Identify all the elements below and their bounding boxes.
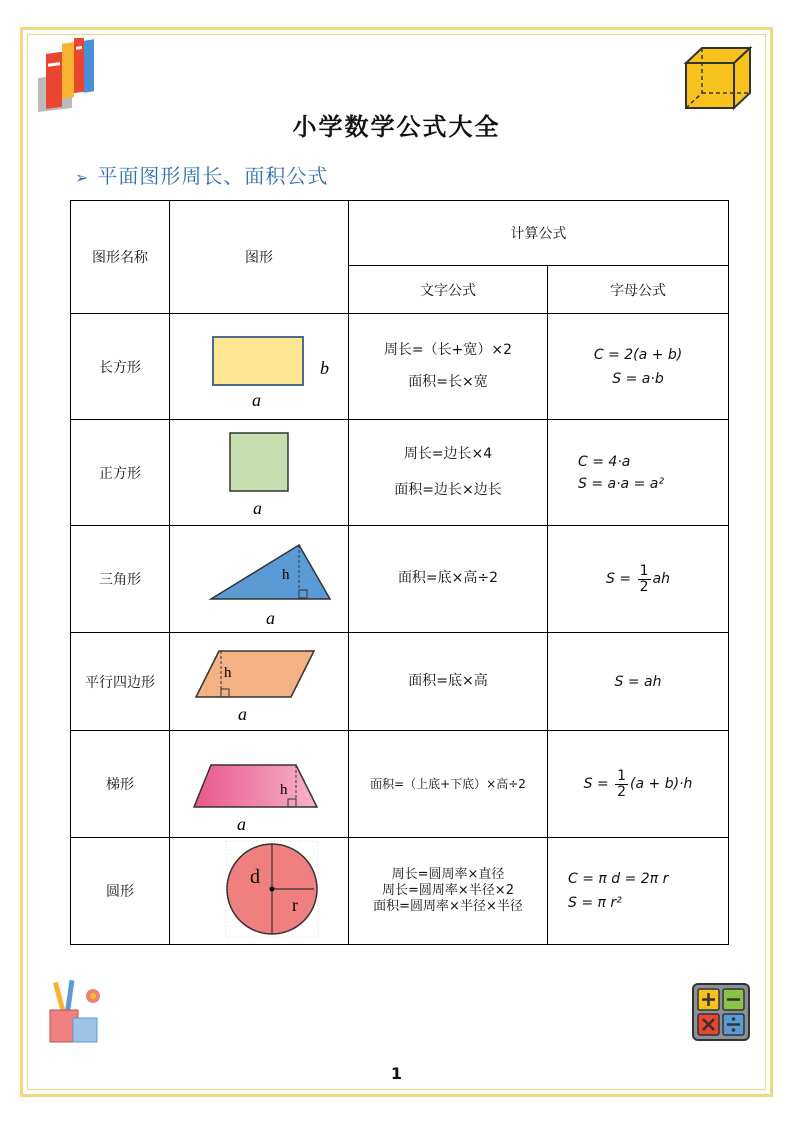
cube-icon	[684, 45, 754, 115]
side-label-a: a	[266, 608, 275, 627]
letter-part: S =	[583, 776, 609, 792]
word-line: 面积=边长×边长	[394, 481, 502, 498]
section-heading	[75, 160, 328, 189]
word-formula	[349, 526, 548, 633]
height-label-h: h	[224, 664, 232, 681]
word-formula	[349, 633, 548, 731]
letter-formula	[548, 633, 729, 731]
letter-part: S =	[606, 571, 632, 587]
shape-name: 三角形	[71, 526, 170, 633]
table-row	[71, 526, 729, 633]
letter-line: C = 4·a	[578, 453, 631, 470]
header-word: 文字公式	[349, 266, 548, 314]
header-calc: 计算公式	[349, 201, 729, 266]
square-figure	[170, 420, 349, 526]
circle-figure	[170, 838, 349, 945]
word-formula	[349, 838, 548, 945]
shape-name: 正方形	[71, 420, 170, 526]
word-formula	[349, 314, 548, 420]
letter-formula	[548, 420, 729, 526]
word-line: 周长=圆周率×直径	[391, 866, 505, 882]
letter-line: C = 2(a + b)	[593, 346, 683, 363]
side-label-a: a	[253, 498, 262, 518]
diameter-label-d: d	[250, 866, 260, 888]
letter-line: S = a·b	[612, 370, 664, 387]
arrow-bullet-icon: ➢	[75, 168, 90, 187]
formula-table	[70, 200, 729, 945]
header-letter: 字母公式	[548, 266, 729, 314]
letter-formula	[548, 314, 729, 420]
table-row	[71, 420, 729, 526]
word-formula	[349, 420, 548, 526]
letter-line: S = a·a = a²	[578, 475, 664, 492]
trapezoid-figure	[170, 731, 349, 838]
shape-name: 梯形	[71, 731, 170, 838]
radius-label-r: r	[292, 895, 298, 915]
letter-line: S = π r²	[568, 895, 622, 911]
table-row	[71, 838, 729, 945]
word-line: 面积=（上底+下底）×高÷2	[370, 776, 526, 791]
side-label-b: b	[320, 357, 329, 378]
word-line: 面积=圆周率×半径×半径	[373, 899, 523, 915]
side-label-a: a	[237, 814, 246, 832]
page-title: 小学数学公式大全	[292, 112, 501, 141]
header-figure: 图形	[170, 201, 349, 314]
word-line: 周长=边长×4	[403, 446, 493, 462]
page-number: 1	[390, 1064, 403, 1083]
letter-part: (a + b)·h	[630, 776, 693, 792]
header-name: 图形名称	[71, 201, 170, 314]
pencil-holder-icon	[45, 978, 107, 1048]
shape-name: 长方形	[71, 314, 170, 420]
rectangle-figure	[170, 314, 349, 420]
fraction-half	[615, 769, 628, 799]
word-line: 面积=底×高	[408, 672, 488, 689]
word-line: 面积=长×宽	[408, 373, 488, 390]
height-label-h: h	[280, 782, 288, 798]
word-line: 面积=底×高÷2	[397, 570, 499, 587]
table-row	[71, 731, 729, 838]
word-formula	[349, 731, 548, 838]
books-icon	[32, 38, 104, 117]
section-label: 平面图形周长、面积公式	[97, 164, 329, 188]
fraction-numerator: 1	[617, 767, 627, 784]
shape-name: 圆形	[71, 838, 170, 945]
parallelogram-figure	[170, 633, 349, 731]
letter-formula	[548, 731, 729, 838]
letter-line: S = ah	[614, 673, 662, 690]
table-row	[71, 633, 729, 731]
height-label-h: h	[282, 567, 290, 583]
letter-formula	[548, 526, 729, 633]
word-line: 周长=（长+宽）×2	[383, 342, 513, 358]
triangle-figure	[170, 526, 349, 633]
fraction-numerator: 1	[639, 562, 649, 579]
shape-name: 平行四边形	[71, 633, 170, 731]
calculator-icon	[692, 983, 750, 1045]
fraction-half	[638, 564, 651, 594]
word-line: 周长=圆周率×半径×2	[382, 882, 514, 898]
letter-formula	[548, 838, 729, 945]
side-label-a: a	[252, 389, 261, 410]
letter-line: C = π d = 2π r	[568, 871, 669, 887]
fraction-denominator: 2	[617, 783, 627, 800]
table-row	[71, 314, 729, 420]
side-label-a: a	[238, 703, 247, 724]
letter-part: ah	[652, 571, 670, 587]
fraction-denominator: 2	[639, 578, 649, 595]
